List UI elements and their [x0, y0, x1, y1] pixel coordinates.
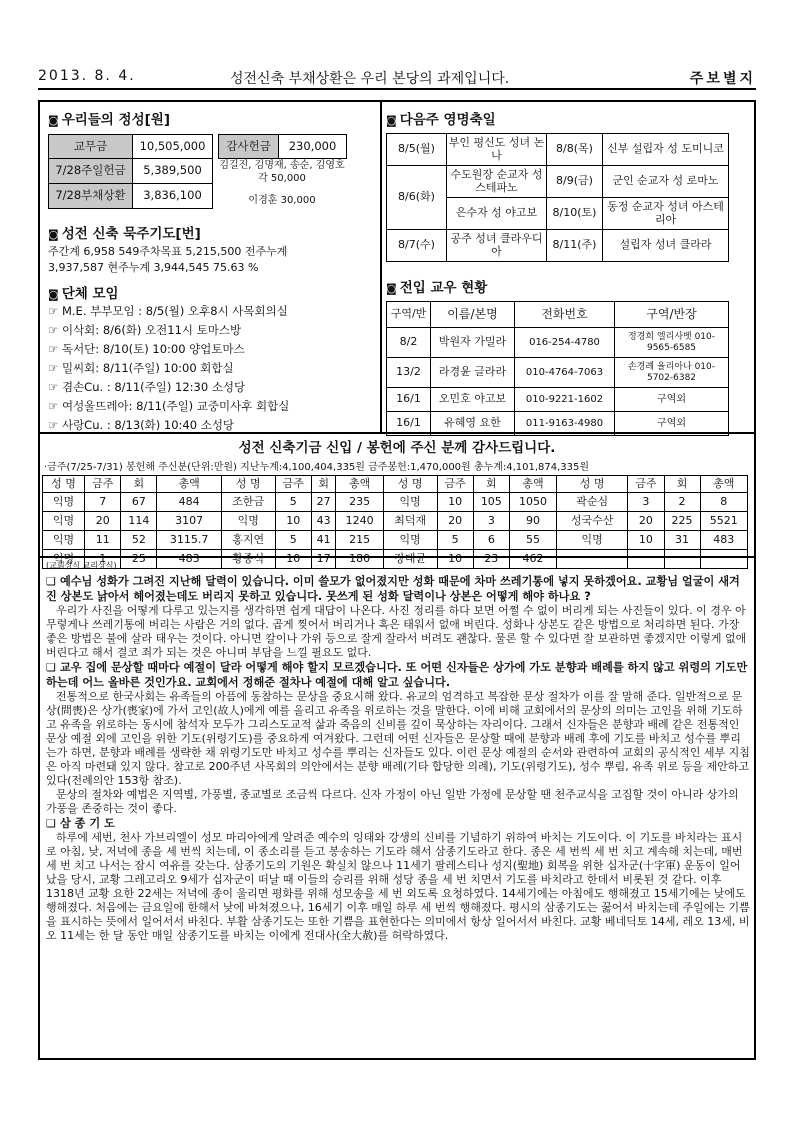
- qa-section: [46, 560, 750, 943]
- fund-cell: 17: [311, 550, 336, 569]
- answer-2b: 문상의 절차와 예법은 지역별, 가풍별, 종교별로 조금씩 다르다. 신자 가정이 아닌 일반 가정에 문상할 땐 천주교식을 고집할 것이 아니라 상가의 가풍을 존중하는 것이 좋다.: [46, 788, 739, 815]
- offering-table: [48, 134, 374, 218]
- thanks-each: 각 50,000: [258, 173, 306, 184]
- fund-cell: 익명: [43, 531, 85, 550]
- transfer-cell: 손경례 율리아나 010-5702-6382: [615, 358, 729, 388]
- fund-header: 성 명: [221, 476, 275, 493]
- feast-heading: ◙ 다음주 영명축일: [386, 112, 496, 128]
- fund-cell: 황종식: [221, 550, 275, 569]
- fund-cell: 31: [664, 531, 700, 550]
- group-item: [48, 378, 374, 397]
- thanks-value: 230,000: [279, 135, 347, 159]
- transfer-cell: 오민호 야고보: [431, 388, 515, 412]
- prayer-stats: [48, 244, 374, 276]
- fund-cell: 483: [157, 550, 222, 569]
- transfer-cell: 13/2: [387, 358, 431, 388]
- fund-cell: 114: [121, 512, 157, 531]
- bulletin-name: 주보별지: [689, 71, 756, 87]
- offering-value: 10,505,000: [133, 135, 213, 159]
- prayer-line: 3,937,587 현주누계 3,944,545 75.63 %: [48, 261, 259, 274]
- feast-saint: 동정 순교자 성녀 아스테리아: [603, 198, 729, 230]
- transfer-header: 구역/반: [387, 302, 431, 328]
- transfer-section: [386, 276, 748, 436]
- fund-cell: 105: [473, 493, 509, 512]
- fund-cell: 67: [121, 493, 157, 512]
- qa-source: (교회상식 교리상식): [46, 561, 117, 570]
- transfer-cell: 016-254-4780: [515, 328, 615, 358]
- fund-cell: 5521: [700, 512, 748, 531]
- feast-saint: 설립자 성녀 클라라: [603, 230, 729, 262]
- fund-cell: 27: [311, 493, 336, 512]
- answer-1: 우리가 사진을 어떻게 다루고 있는지를 생각하면 쉽게 대답이 나온다. 사진 정리를 하다 보면 어쩔 수 없이 버리게 되는 사진들이 있다. 이 경우 아무렇게나 쓰레기통에 버리는 사람은 거의 없다. 곱게 찢어서 버리거나 혹은 태워서 없애 버린다. 성화나 상본도 같은 방법으로 처리하면 된다. 가장 좋은 방법은 불에 살라 태우는 것이다. 아니면 칼이나 가위 등으로 잘게 잘라서 버려도 괜찮다. 물론 할 수 있다면 잘 보관하면 좋겠지만 이렇게 없애 버린다고 해서 결코 죄가 되는 것은 아니며 부담을 느낄 필요도 없다.: [46, 604, 747, 659]
- transfer-cell: 010-9221-1602: [515, 388, 615, 412]
- fund-cell: 41: [311, 531, 336, 550]
- prayer-line: 주간계 6,958 549주차목표 5,215,500 전주누계: [48, 245, 288, 258]
- transfer-cell: 박원자 가밀라: [431, 328, 515, 358]
- fund-cell: 10: [275, 550, 311, 569]
- fund-cell: 익명: [221, 512, 275, 531]
- fund-cell: 익명: [43, 493, 85, 512]
- group-item: [48, 397, 374, 416]
- feast-saint: 은수자 성 야고보: [447, 198, 547, 230]
- pointer-icon: ☞: [48, 304, 62, 318]
- feast-date: 8/7(수): [387, 230, 447, 262]
- feast-saint: 부인 평신도 성녀 논나: [447, 134, 547, 166]
- fund-cell: 180: [336, 550, 383, 569]
- fund-cell: 7: [85, 493, 121, 512]
- fund-cell: 225: [664, 512, 700, 531]
- pointer-icon: ☞: [48, 323, 62, 337]
- transfer-header: 전화번호: [515, 302, 615, 328]
- fund-cell: 484: [157, 493, 222, 512]
- section-marker-icon: ◙: [48, 288, 59, 301]
- group-text: 밀씨회: 8/11(주일) 10:00 회합실: [61, 361, 234, 375]
- feast-date: 8/5(월): [387, 134, 447, 166]
- feast-saint: 수도원장 순교자 성 스테파노: [447, 166, 547, 198]
- groups-heading: ◙ 단체 모임: [48, 286, 119, 302]
- transfer-cell: 유혜영 요한: [431, 412, 515, 436]
- offering-heading: ◙ 우리들의 정성[원]: [48, 112, 171, 128]
- transfer-cell: 011-9163-4980: [515, 412, 615, 436]
- fund-cell: 5: [275, 531, 311, 550]
- feast-saint: 공주 성녀 클라우디아: [447, 230, 547, 262]
- thanks-label: 감사헌금: [219, 135, 279, 159]
- question-1: ❏ 예수님 성화가 그려진 지난해 달력이 있습니다. 이미 쓸모가 없어졌지만 성화 때문에 차마 쓰레기통에 넣지 못하겠어요. 교황님 얼굴이 새겨진 상본도 낡아서 헤어졌는데도 버리지 못하고 있습니다. 못쓰게 된 성화 달력이나 상본은 어떻게 해야 하나요 ?: [46, 575, 740, 603]
- fund-header: 금주: [85, 476, 121, 493]
- fund-cell: 익명: [43, 550, 85, 569]
- fund-header: 금주: [628, 476, 664, 493]
- fund-cell: 11: [85, 531, 121, 550]
- fund-cell: 55: [509, 531, 556, 550]
- transfer-cell: 16/1: [387, 412, 431, 436]
- fund-cell: 조한금: [221, 493, 275, 512]
- offering-label: 7/28부채상환: [49, 184, 133, 209]
- fund-cell: 1050: [509, 493, 556, 512]
- offering-label: 7/28주일헌금: [49, 159, 133, 184]
- answer-2: 전통적으로 한국사회는 유족들의 아픔에 동참하는 문상을 중요시해 왔다. 유교의 엄격하고 복잡한 문상 절차가 이를 잘 말해 준다. 일반적으로 문상(問喪)은 상가(喪家)에 가서 고인(故人)에게 예를 올리고 유족을 위로하는 것을 말한다. 이에 비해 교회에서의 문상의 의미는 고인을 위해 기도하고 유족을 위로하는 동시에 참석자 모두가 그리스도교적 삶과 죽음의 신비를 깊이 묵상하는 자리이다. 그래서 신자들은 분향과 배례 같은 전통적인 문상 예절 외에 고인을 위한 기도(위령기도)를 중요하게 여겨왔다. 그런데 어떤 신자들은 문상할 때에 분향과 배례 후에 기도를 바치고 성수를 뿌리는가 하면, 분향과 배례를 생략한 채 위령기도만 바치고 성수를 뿌리는 신자들도 있다. 이런 문상 예절의 순서와 관련하여 교회의 공식적인 세부 지침은 아직 마련돼 있지 않다. 참고로 200주년 사목회의 의안에서는 분향 배례(기타 합당한 의례), 기도(위령기도), 성수 뿌림, 유족 위로 등을 제안하고 있다(전례의안 153항 참조).: [46, 690, 750, 787]
- bulletin-slogan: 성전신축 부채상환은 우리 본당의 과제입니다.: [230, 71, 510, 87]
- fund-cell: 3115.7: [157, 531, 222, 550]
- pointer-icon: ☞: [48, 399, 62, 413]
- transfer-cell: 라경윤 글라라: [431, 358, 515, 388]
- fund-summary: ·금주(7/25-7/31) 봉헌해 주신분(단위:만원) 지난누계:4,100,404,335원 금주봉헌:1,470,000원 총누계:4,101,874,335원: [44, 462, 590, 473]
- page-header: [38, 62, 756, 90]
- feast-saint: 군인 순교자 성 로마노: [603, 166, 729, 198]
- feast-date: 8/10(토): [547, 198, 603, 230]
- question-marker-icon: ❏: [46, 575, 60, 588]
- fund-title: 성전 신축기금 신입 / 봉헌에 주신 분께 감사드립니다.: [238, 440, 556, 456]
- fund-header: 총액: [157, 476, 222, 493]
- transfer-cell: 010-4764-7063: [515, 358, 615, 388]
- bulletin-date: 2013. 8. 4.: [38, 68, 136, 84]
- fund-table: [42, 475, 748, 569]
- section-divider: [40, 432, 754, 434]
- fund-cell: 10: [628, 531, 664, 550]
- fund-cell: 익명: [383, 493, 437, 512]
- question-3: ❏ 삼 종 기 도: [46, 817, 115, 830]
- fund-cell: 20: [85, 512, 121, 531]
- groups-section: [48, 282, 374, 435]
- fund-cell: 20: [437, 512, 473, 531]
- fund-cell: 462: [509, 550, 556, 569]
- offering-value: 3,836,100: [133, 184, 213, 209]
- fund-cell: 익명: [43, 512, 85, 531]
- section-marker-icon: ◙: [48, 114, 59, 127]
- transfer-cell: 정경희 엘리사벳 010-9565-6585: [615, 328, 729, 358]
- transfer-cell: 구역외: [615, 412, 729, 436]
- pointer-icon: ☞: [48, 342, 62, 356]
- offering-label: 교무금: [49, 135, 133, 159]
- pointer-icon: ☞: [48, 361, 62, 375]
- fund-cell: 52: [121, 531, 157, 550]
- transfer-heading: ◙ 전입 교우 현황: [386, 280, 488, 296]
- group-text: 이삭회: 8/6(화) 오전11시 토마스방: [61, 323, 242, 337]
- fund-header: 성 명: [43, 476, 85, 493]
- fund-cell: 1: [85, 550, 121, 569]
- fund-header: 성 명: [383, 476, 437, 493]
- feast-date: 8/8(목): [547, 134, 603, 166]
- fund-cell: 5: [275, 493, 311, 512]
- group-item: [48, 359, 374, 378]
- fund-header: 회: [311, 476, 336, 493]
- fund-cell: 홍지연: [221, 531, 275, 550]
- prayer-section: [48, 222, 374, 276]
- fund-cell: 1240: [336, 512, 383, 531]
- fund-header: 금주: [437, 476, 473, 493]
- fund-header: 회: [473, 476, 509, 493]
- group-text: 독서단: 8/10(토) 10:00 양업토마스: [61, 342, 245, 356]
- section-divider: [40, 556, 754, 558]
- section-marker-icon: ◙: [386, 114, 397, 127]
- fund-header: 금주: [275, 476, 311, 493]
- group-item: [48, 340, 374, 359]
- offering-value: 5,389,500: [133, 159, 213, 184]
- fund-cell: 곽순심: [557, 493, 628, 512]
- fund-cell: 10: [437, 550, 473, 569]
- group-text: 사랑Cu. : 8/13(화) 10:40 소성당: [61, 418, 235, 432]
- question-marker-icon: ❏: [46, 817, 60, 830]
- fund-cell: 최덕재: [383, 512, 437, 531]
- fund-cell: 235: [336, 493, 383, 512]
- transfer-cell: 16/1: [387, 388, 431, 412]
- fund-cell: 10: [437, 493, 473, 512]
- answer-3: 하루에 세번, 천사 가브리엘이 성모 마리아에게 알려준 예수의 잉태와 강생의 신비를 기념하기 위하여 바치는 기도이다. 이 기도를 바치라는 표시로 아침, 낮, 저녁에 종을 세 번씩 치는데, 이 종소리를 듣고 봉송하는 기도라 해서 삼종기도라고 한다. 종은 세 번씩 세 번 치고 계속해 치는데, 매번 세 번 치고 나서는 잠시 여유를 갖는다. 삼종기도의 기원은 확실치 않으나 11세기 팔레스티나 성지(聖地) 회복을 위한 십자군(十字軍) 운동이 일어났을 당시, 교황 그레고리오 9세가 십자군이 떠날 때 이들의 승리를 위해 성당 종을 세 번 치면서 기도를 바치라고 한데서 비롯된 것 같다. 이후 1318년 교황 요한 22세는 저녁에 종이 울리면 평화를 위해 성모송을 세 번 외도록 요청하였다. 14세기에는 아침에도 행해졌고 15세기에는 낮에도 행해졌다. 처음에는 금요일에 한해서 낮에 바쳐졌으나, 16세기 이후 매일 하루 세 번씩 행해졌다. 평시의 삼종기도는 꿇어서 바치는데 주일에는 기쁨을 표시하는 뜻에서 일어서서 바친다. 부활 삼종기도는 또한 기쁨을 표현한다는 의미에서 항상 일어서서 바친다. 교황 베네딕토 14세, 레오 13세, 비오 11세는 한 달 동안 매일 삼종기도를 바치는 이에게 전대사(全大赦)를 허락하였다.: [46, 831, 750, 942]
- fund-cell: 3107: [157, 512, 222, 531]
- transfer-cell: 8/2: [387, 328, 431, 358]
- feast-date: 8/6(화): [387, 166, 447, 230]
- thanks-names: 김길진, 김명재, 송순, 김영호: [219, 160, 345, 171]
- fund-header: 회: [121, 476, 157, 493]
- fund-header: 성 명: [557, 476, 628, 493]
- question-2: ❏ 교우 집에 문상할 때마다 예절이 달라 어떻게 해야 할지 모르겠습니다. 또 어떤 신자들은 상가에 가도 분향과 배례를 하지 않고 위령의 기도만 하는데 어느 올바른 것인가요. 교회에서 정해준 절차나 예절에 대해 알고 싶습니다.: [46, 661, 748, 689]
- feast-table: [386, 133, 729, 262]
- question-marker-icon: ❏: [46, 661, 60, 674]
- group-item: [48, 302, 374, 321]
- prayer-heading: ◙ 성전 신축 묵주기도[번]: [48, 226, 201, 242]
- group-text: 여성울뜨레아: 8/11(주일) 교중미사후 회합실: [61, 399, 290, 413]
- feast-date: 8/9(금): [547, 166, 603, 198]
- offering-section: [48, 108, 374, 218]
- fund-cell: 3: [473, 512, 509, 531]
- fund-cell: 20: [628, 512, 664, 531]
- fund-header: 회: [664, 476, 700, 493]
- fund-cell: 성국수산: [557, 512, 628, 531]
- fund-cell: 3: [628, 493, 664, 512]
- fund-cell: 10: [275, 512, 311, 531]
- section-marker-icon: ◙: [386, 282, 397, 295]
- group-item: [48, 321, 374, 340]
- fund-cell: 90: [509, 512, 556, 531]
- groups-list: [48, 302, 374, 435]
- fund-section: [40, 436, 754, 569]
- feast-section: [386, 108, 748, 262]
- fund-header: 총액: [509, 476, 556, 493]
- fund-cell: 5: [437, 531, 473, 550]
- fund-cell: 25: [121, 550, 157, 569]
- fund-cell: 483: [700, 531, 748, 550]
- fund-cell: 익명: [557, 531, 628, 550]
- bulletin-frame: [38, 100, 756, 1060]
- fund-cell: 6: [473, 531, 509, 550]
- fund-cell: 215: [336, 531, 383, 550]
- group-text: 겸손Cu. : 8/11(주일) 12:30 소성당: [61, 380, 246, 394]
- transfer-header: 이름/본명: [431, 302, 515, 328]
- section-marker-icon: ◙: [48, 228, 59, 241]
- fund-header: 총액: [336, 476, 383, 493]
- fund-cell: 장대균: [383, 550, 437, 569]
- group-text: M.E. 부부모임 : 8/5(월) 오후8시 사목회의실: [61, 304, 288, 318]
- transfer-table: [386, 301, 729, 436]
- feast-date: 8/11(주): [547, 230, 603, 262]
- thanks-donors: [218, 159, 346, 207]
- fund-cell: 익명: [383, 531, 437, 550]
- column-divider: [380, 102, 382, 432]
- pointer-icon: ☞: [48, 418, 62, 432]
- fund-cell: 23: [473, 550, 509, 569]
- thanks-names: 이경훈 30,000: [248, 195, 316, 206]
- fund-cell: 8: [700, 493, 748, 512]
- transfer-cell: 구역외: [615, 388, 729, 412]
- fund-cell: 2: [664, 493, 700, 512]
- transfer-header: 구역/반장: [615, 302, 729, 328]
- fund-header: 총액: [700, 476, 748, 493]
- feast-saint: 신부 설립자 성 도미니코: [603, 134, 729, 166]
- pointer-icon: ☞: [48, 380, 62, 394]
- fund-cell: 43: [311, 512, 336, 531]
